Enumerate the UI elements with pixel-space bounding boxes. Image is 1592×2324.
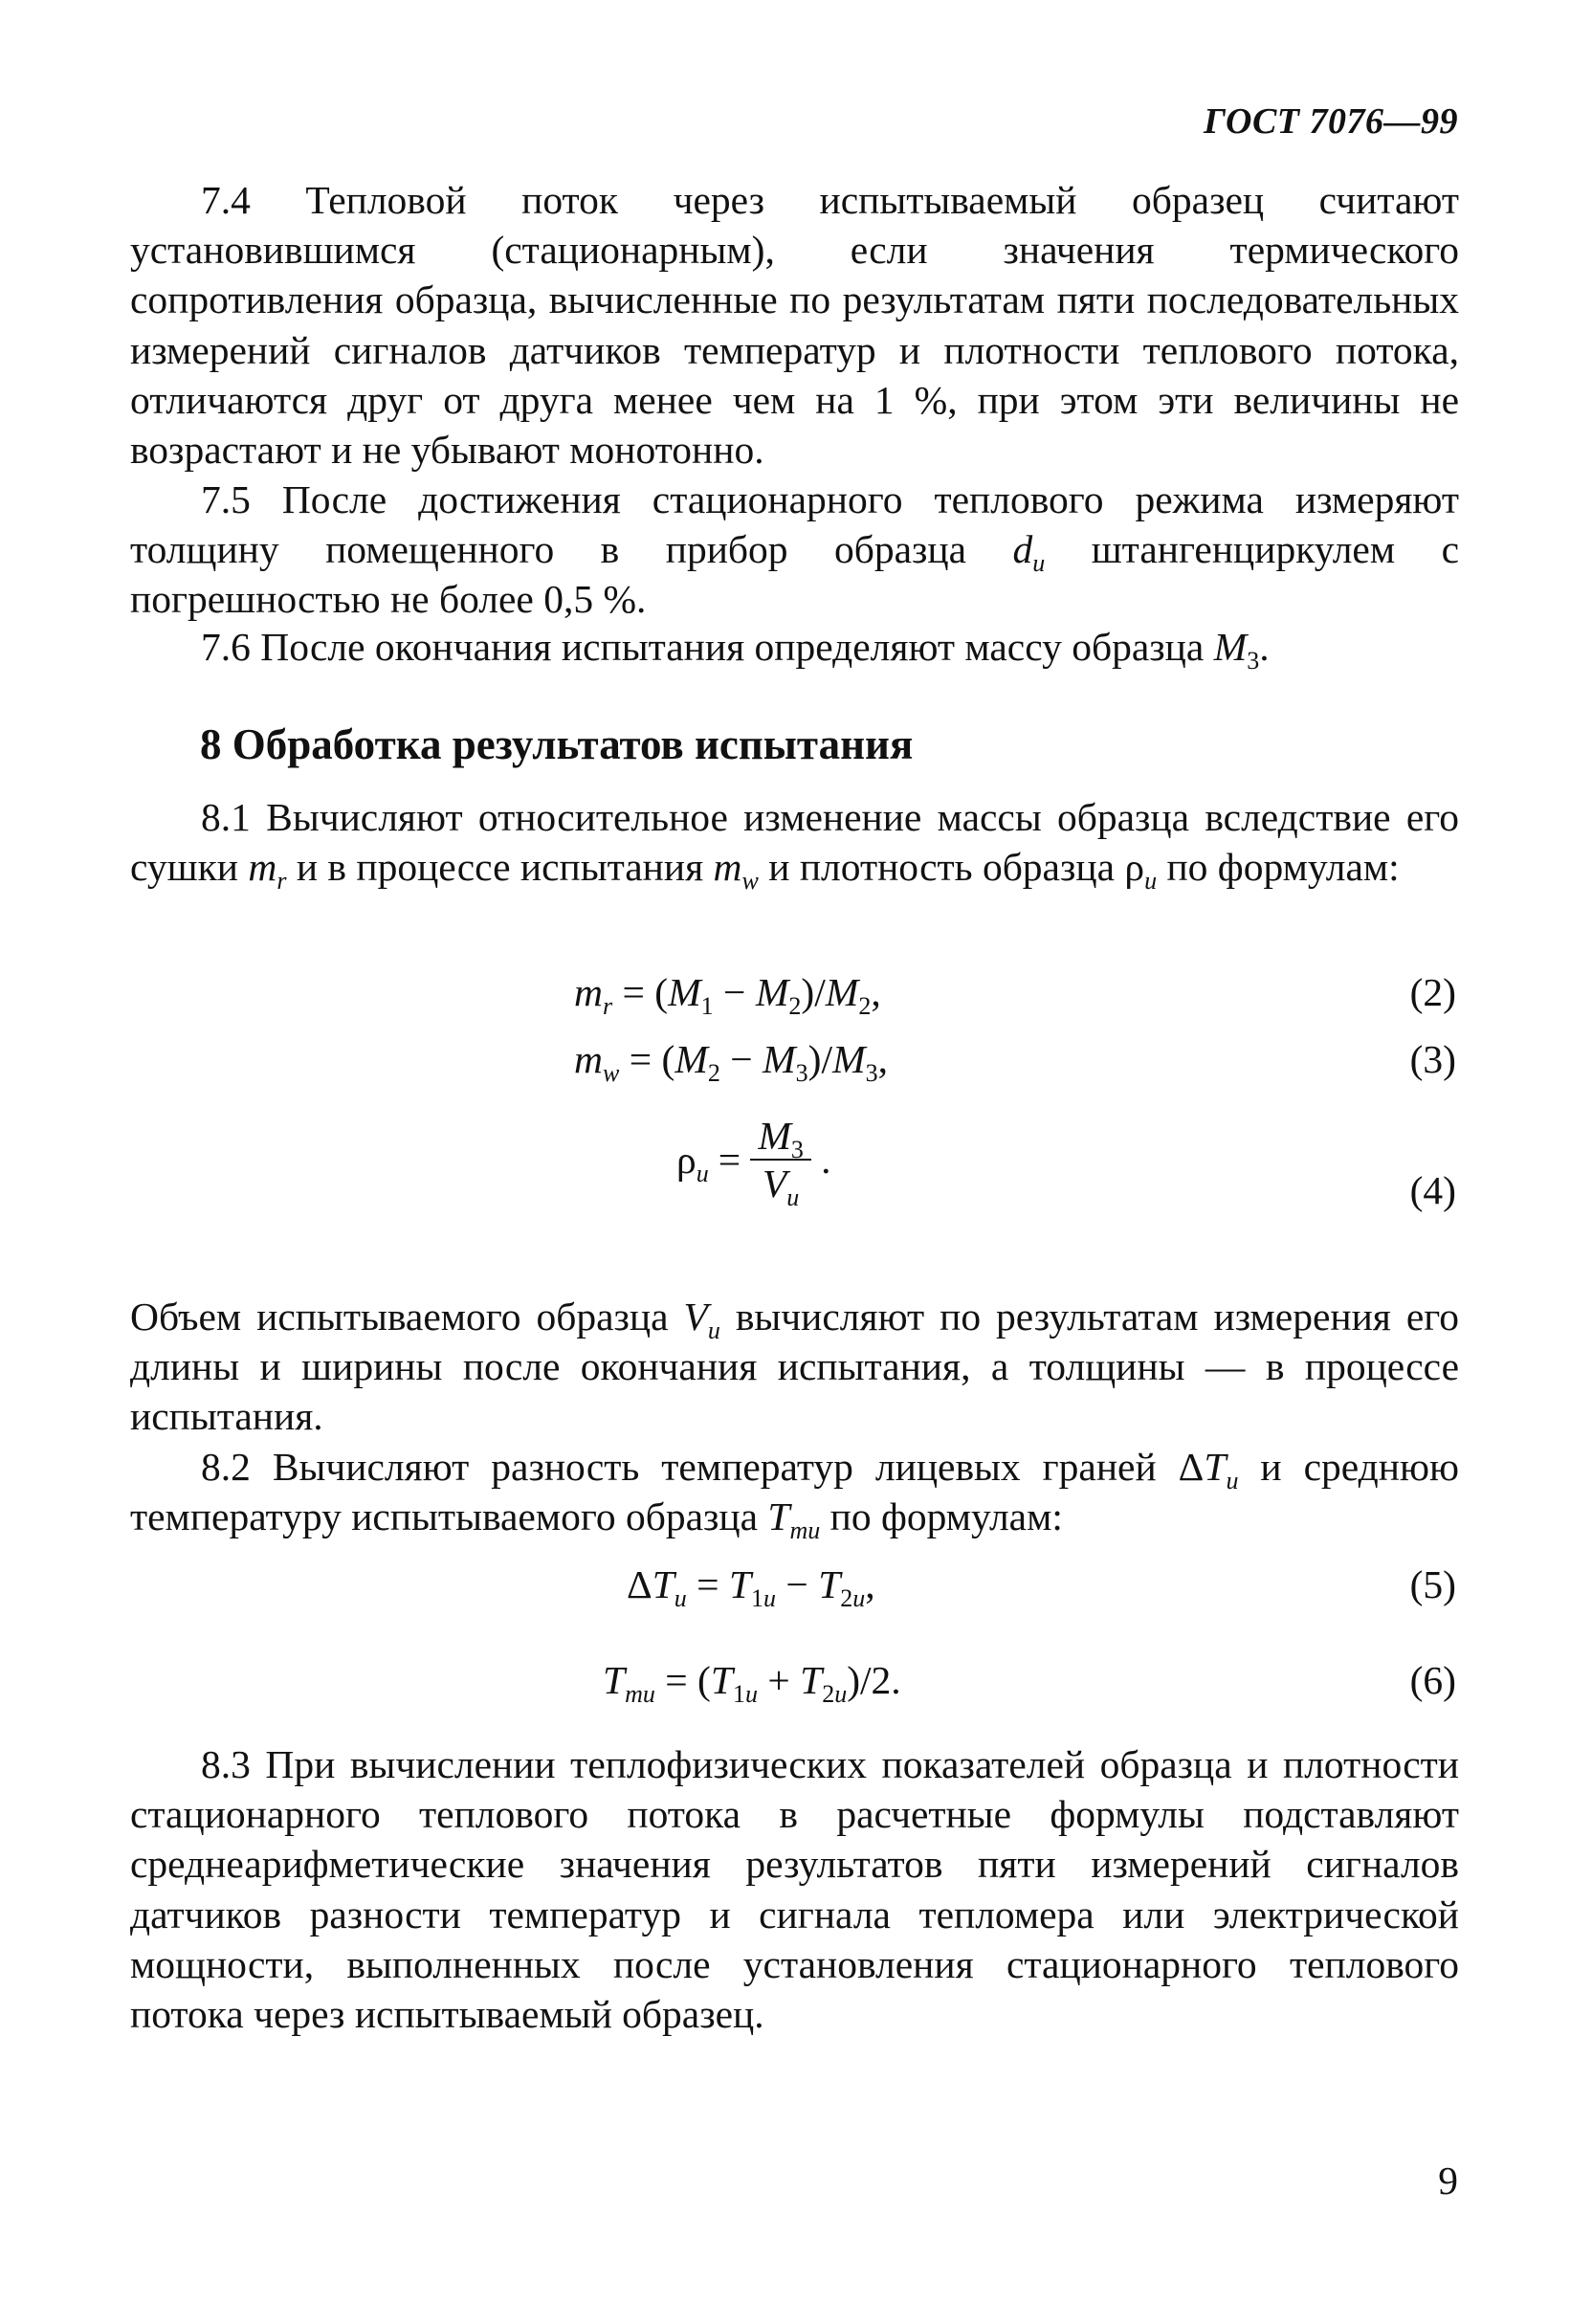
formula-3: $m_w = (M_2 - M_3)/M_3$,	[574, 1037, 888, 1087]
equation-number-6: (6)	[1409, 1658, 1456, 1702]
paragraph-7-6: 7.6 После окончания испытания определяют массу образца $M_3$.	[201, 625, 1270, 675]
equation-number-4: (4)	[1409, 1168, 1456, 1212]
paragraph-8-1: 8.1 Вычисляют относительное изменение массы образца вследствие его сушки $m_r$ и в процессе испытания $m_w$ и плотность образца $\rho_u$ по формулам:	[130, 795, 1459, 896]
page-number: 9	[1438, 2158, 1458, 2202]
fraction: $\frac{M_3}{V_u}$	[750, 1113, 811, 1206]
paragraph-volume: Объем испытываемого образца $V_u$ вычисляют по результатам измерения его длины и ширины после окончания испытания, а толщины — в процессе испытания.	[130, 1295, 1459, 1439]
section-heading-8: 8 Обработка результатов испытания	[200, 720, 914, 768]
equation-number-3: (3)	[1409, 1037, 1456, 1081]
equation-number-5: (5)	[1409, 1562, 1456, 1606]
paragraph-7-5: 7.5 После достижения стационарного теплового режима измеряют толщину помещенного в прибор образца $d_u$ штангенциркулем с погрешностью не более 0,5 %.	[130, 477, 1459, 622]
paragraph-8-2: 8.2 Вычисляют разность температур лицевых граней $\Delta T_u$ и среднюю температуру испытываемого образца $T_{mu}$ по формулам:	[130, 1445, 1459, 1545]
formula-6: $T_{mu} = (T_{1u} + T_{2u})/2$.	[603, 1658, 901, 1708]
standard-header: ГОСТ 7076—99	[1204, 101, 1458, 142]
paragraph-7-4: 7.4 Тепловой поток через испытываемый образец считают установившимся (стационарным), если значения термического сопротивления образца, вычисленные по результатам пяти последовательных измерений сигналов датчиков температур и плотности теплового потока, отличаются друг от друга менее чем на 1 %, при этом эти величины не возрастают и не убывают монотонно.	[130, 178, 1459, 473]
paragraph-8-3: 8.3 При вычислении теплофизических показателей образца и плотности стационарного теплового потока в расчетные формулы подставляют среднеарифметические значения результатов пяти измерений сигналов датчиков разности температур и сигнала тепломера или электрической мощности, выполненных после установления стационарного теплового потока через испытываемый образец.	[130, 1742, 1459, 2037]
equation-number-2: (2)	[1409, 970, 1456, 1014]
formula-5: $\Delta T_u = T_{1u} - T_{2u}$,	[627, 1562, 875, 1612]
formula-2: $m_r = (M_1 - M_2)/M_2$,	[574, 970, 881, 1020]
formula-4: $\rho_u$ = $\frac{M_3}{V_u}$ .	[676, 1114, 831, 1211]
